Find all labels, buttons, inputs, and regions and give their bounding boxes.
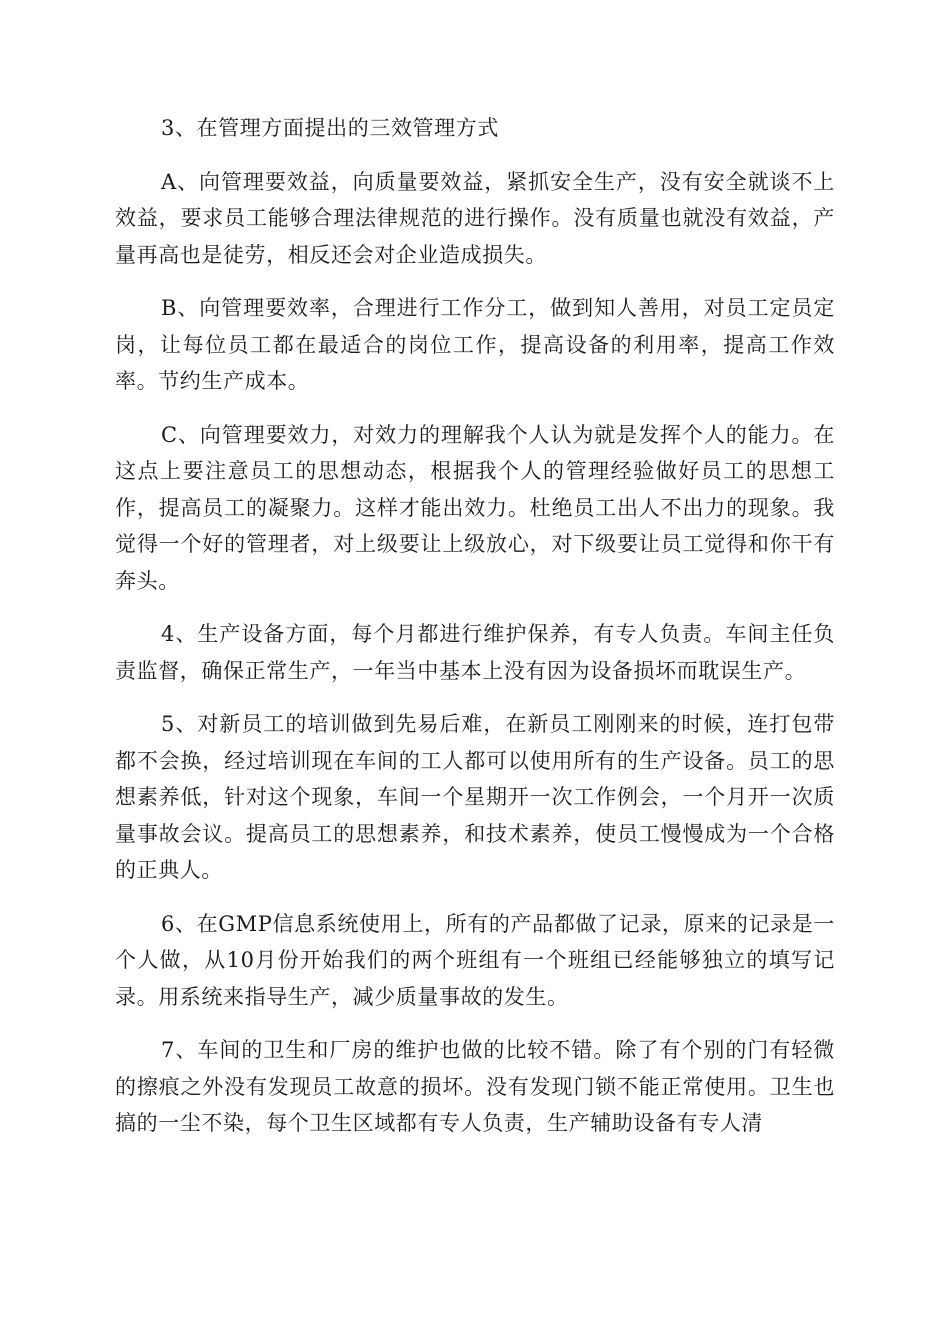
- paragraph-4-equipment: 4、生产设备方面，每个月都进行维护保养，有专人负责。车间主任负责监督，确保正常生产，一年当中基本上没有因为设备损坏而耽误生产。: [115, 622, 835, 683]
- paragraph-7-hygiene: 7、车间的卫生和厂房的维护也做的比较不错。除了有个别的门有轻微的擦痕之外没有发现员工故意的损坏。没有发现门锁不能正常使用。卫生也搞的一尘不染，每个卫生区域都有专人负责，生产辅助设备有专人清: [115, 1038, 835, 1135]
- paragraph-6-gmp-system: 6、在GMP信息系统使用上，所有的产品都做了记录，原来的记录是一个人做，从10月份开始我们的两个班组有一个班组已经能够独立的填写记录。用系统来指导生产，减少质量事故的发生。: [115, 911, 835, 1009]
- paragraph-5-training: 5、对新员工的培训做到先易后难，在新员工刚刚来的时候，连打包带都不会换，经过培训现在车间的工人都可以使用所有的生产设备。员工的思想素养低，针对这个现象，车间一个星期开一次工作例会，一个月开一次质量事故会议。提高员工的思想素养，和技术素养，使员工慢慢成为一个合格的正典人。: [115, 712, 835, 882]
- paragraph-c-effectiveness: C、向管理要效力，对效力的理解我个人认为就是发挥个人的能力。在这点上要注意员工的思想动态，根据我个人的管理经验做好员工的思想工作，提高员工的凝聚力。这样才能出效力。杜绝员工出人不出力的现象。我觉得一个好的管理者，对上级要让上级放心，对下级要让员工觉得和你干有奔头。: [115, 422, 835, 593]
- document-body: [115, 110, 835, 1159]
- paragraph-a-benefit: A、向管理要效益，向质量要效益，紧抓安全生产，没有安全就谈不上效益，要求员工能够合理法律规范的进行操作。没有质量也就没有效益，产量再高也是徒劳，相反还会对企业造成损失。: [115, 169, 835, 267]
- paragraph-b-efficiency: B、向管理要效率，合理进行工作分工，做到知人善用，对员工定员定岗，让每位员工都在最适合的岗位工作，提高设备的利用率，提高工作效率。节约生产成本。: [115, 296, 835, 393]
- section-heading-3: 3、在管理方面提出的三效管理方式: [161, 116, 499, 140]
